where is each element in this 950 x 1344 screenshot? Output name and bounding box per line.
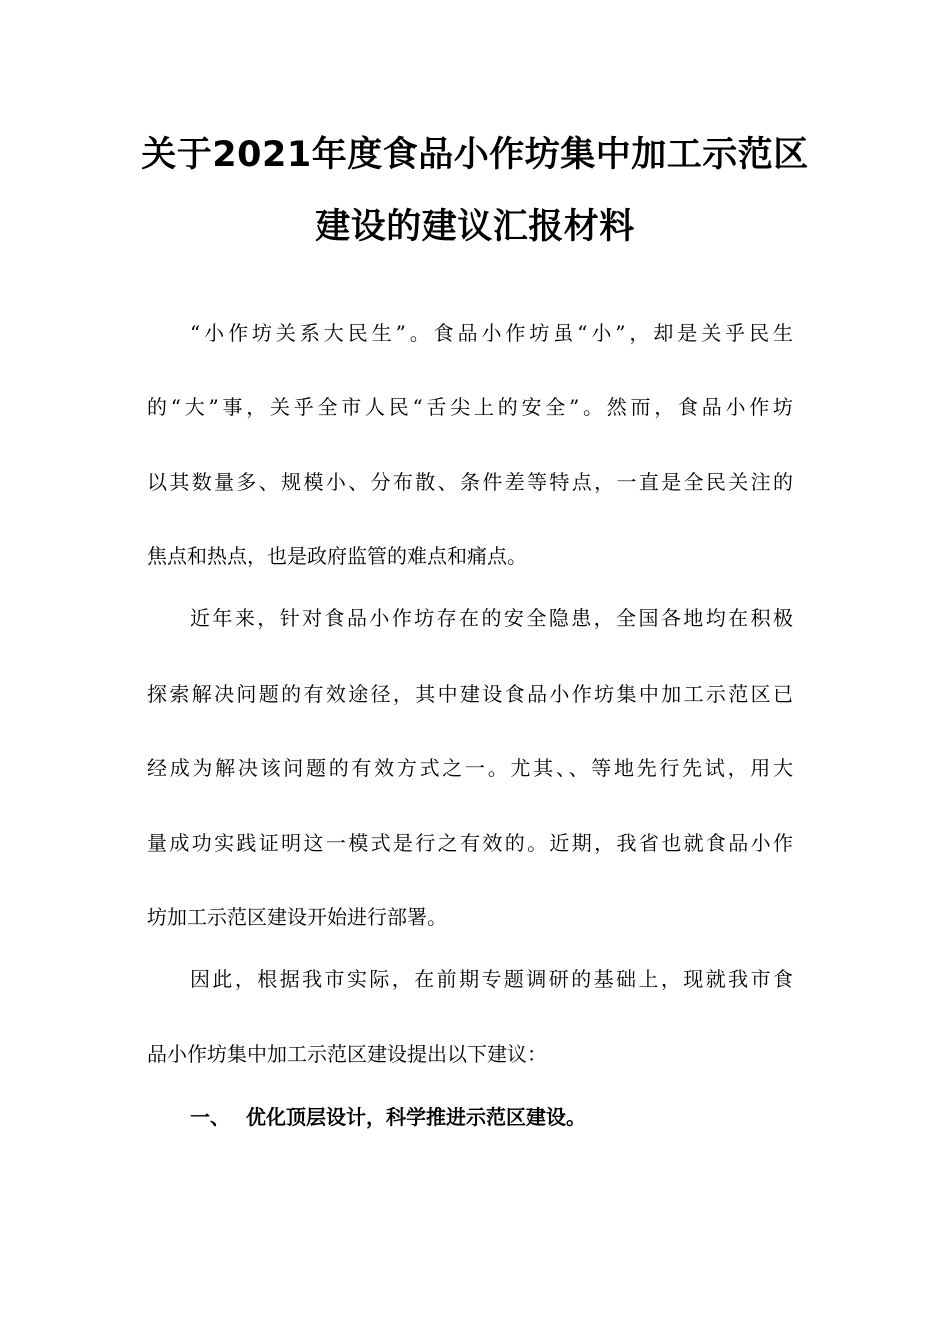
document-title-line-2: 建设的建议汇报材料 [315,207,635,247]
paragraph-1-line-2: 的“大”事，关乎全市人民“舌尖上的安全”。然而，食品小作坊 [147,395,793,419]
paragraph-1-line-4: 焦点和热点，也是政府监管的难点和痛点。 [147,544,527,568]
section-heading-number: 一、 [190,1105,230,1129]
paragraph-2-line-5: 坊加工示范区建设开始进行部署。 [147,905,447,929]
paragraph-1-line-3: 以其数量多、规模小、分布散、条件差等特点，一直是全民关注的 [147,470,793,494]
paragraph-3-line-1: 因此，根据我市实际，在前期专题调研的基础上，现就我市食 [190,967,793,991]
paragraph-1-line-1: “小作坊关系大民生”。食品小作坊虽“小”，却是关乎民生 [190,321,793,345]
section-heading-1 [190,1102,586,1132]
paragraph-2-line-1: 近年来，针对食品小作坊存在的安全隐患，全国各地均在积极 [190,606,793,630]
paragraph-2-line-3: 经成为解决该问题的有效方式之一。尤其、、等地先行先试，用大 [147,756,793,780]
section-heading-text: 优化顶层设计，科学推进示范区建设。 [246,1105,586,1129]
paragraph-3-line-2: 品小作坊集中加工示范区建设提出以下建议： [147,1042,547,1066]
paragraph-2-line-2: 探索解决问题的有效途径，其中建设食品小作坊集中加工示范区已 [147,682,793,706]
document-title-line-1: 关于2021年度食品小作坊集中加工示范区 [141,135,809,175]
paragraph-2-line-4: 量成功实践证明这一模式是行之有效的。近期，我省也就食品小作 [147,831,793,855]
